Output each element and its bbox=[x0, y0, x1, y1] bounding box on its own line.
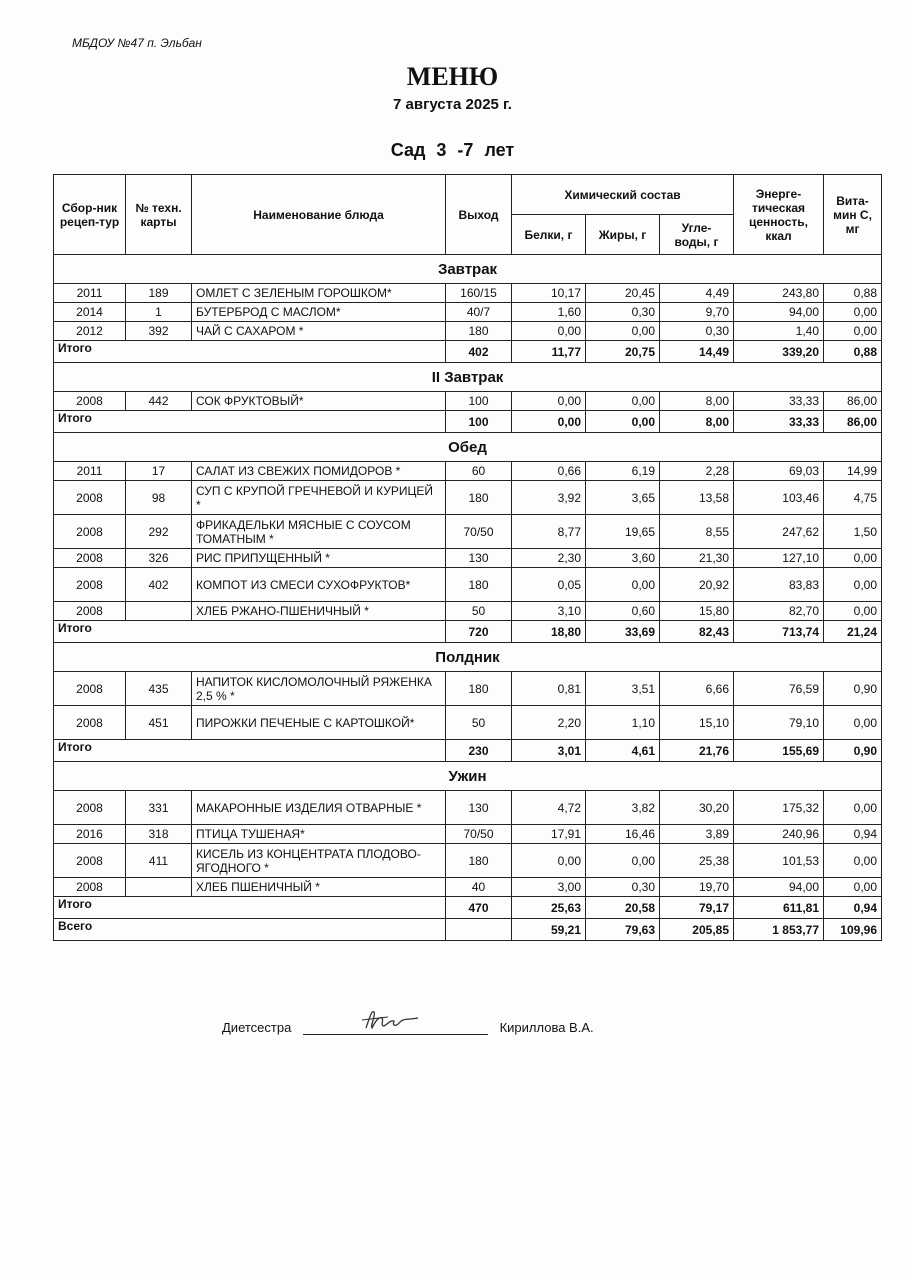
protein-cell: 3,10 bbox=[512, 602, 586, 621]
energy-cell: 82,70 bbox=[734, 602, 824, 621]
total-vitamin: 0,88 bbox=[824, 341, 882, 363]
protein-cell: 17,91 bbox=[512, 825, 586, 844]
dish-name-cell: РИС ПРИПУЩЕННЫЙ * bbox=[192, 549, 446, 568]
fat-cell: 20,45 bbox=[586, 284, 660, 303]
tech-card-cell: 435 bbox=[126, 672, 192, 706]
total-output: 100 bbox=[446, 411, 512, 433]
total-fat: 33,69 bbox=[586, 621, 660, 643]
fat-cell: 0,30 bbox=[586, 878, 660, 897]
energy-cell: 247,62 bbox=[734, 515, 824, 549]
energy-cell: 79,10 bbox=[734, 706, 824, 740]
output-cell: 40 bbox=[446, 878, 512, 897]
table-row bbox=[54, 462, 882, 481]
collection-cell: 2011 bbox=[54, 462, 126, 481]
protein-cell: 0,81 bbox=[512, 672, 586, 706]
col-header-fat: Жиры, г bbox=[586, 215, 660, 255]
dish-name-cell: САЛАТ ИЗ СВЕЖИХ ПОМИДОРОВ * bbox=[192, 462, 446, 481]
total-protein: 18,80 bbox=[512, 621, 586, 643]
grand-total-output bbox=[446, 919, 512, 941]
table-row bbox=[54, 284, 882, 303]
table-row bbox=[54, 568, 882, 602]
signature-name: Кириллова В.А. bbox=[499, 1020, 594, 1035]
table-row bbox=[54, 602, 882, 621]
table-row bbox=[54, 303, 882, 322]
col-header-tech-card: № техн. карты bbox=[126, 175, 192, 255]
total-carbs: 8,00 bbox=[660, 411, 734, 433]
fat-cell: 3,65 bbox=[586, 481, 660, 515]
grand-total-fat: 79,63 bbox=[586, 919, 660, 941]
total-carbs: 21,76 bbox=[660, 740, 734, 762]
energy-cell: 76,59 bbox=[734, 672, 824, 706]
output-cell: 100 bbox=[446, 392, 512, 411]
total-energy: 611,81 bbox=[734, 897, 824, 919]
total-carbs: 82,43 bbox=[660, 621, 734, 643]
table-row bbox=[54, 844, 882, 878]
table-row bbox=[54, 706, 882, 740]
col-header-energy: Энерге-тическая ценность, ккал bbox=[734, 175, 824, 255]
table-row bbox=[54, 392, 882, 411]
vitamin-cell: 0,00 bbox=[824, 844, 882, 878]
vitamin-cell: 0,00 bbox=[824, 549, 882, 568]
dish-name-cell: НАПИТОК КИСЛОМОЛОЧНЫЙ РЯЖЕНКА 2,5 % * bbox=[192, 672, 446, 706]
protein-cell: 0,00 bbox=[512, 392, 586, 411]
grand-total-row bbox=[54, 919, 882, 941]
total-output: 470 bbox=[446, 897, 512, 919]
protein-cell: 10,17 bbox=[512, 284, 586, 303]
carbs-cell: 3,89 bbox=[660, 825, 734, 844]
fat-cell: 1,10 bbox=[586, 706, 660, 740]
fat-cell: 0,00 bbox=[586, 844, 660, 878]
tech-card-cell: 411 bbox=[126, 844, 192, 878]
vitamin-cell: 4,75 bbox=[824, 481, 882, 515]
output-cell: 180 bbox=[446, 672, 512, 706]
energy-cell: 243,80 bbox=[734, 284, 824, 303]
tech-card-cell: 17 bbox=[126, 462, 192, 481]
collection-cell: 2016 bbox=[54, 825, 126, 844]
total-energy: 713,74 bbox=[734, 621, 824, 643]
dish-name-cell: СУП С КРУПОЙ ГРЕЧНЕВОЙ И КУРИЦЕЙ * bbox=[192, 481, 446, 515]
col-header-chem: Химический состав bbox=[512, 175, 734, 215]
meal-title: Ужин bbox=[54, 762, 882, 791]
tech-card-cell: 189 bbox=[126, 284, 192, 303]
table-row bbox=[54, 878, 882, 897]
total-protein: 25,63 bbox=[512, 897, 586, 919]
col-header-dish-name: Наименование блюда bbox=[192, 175, 446, 255]
output-cell: 180 bbox=[446, 568, 512, 602]
output-cell: 60 bbox=[446, 462, 512, 481]
carbs-cell: 15,80 bbox=[660, 602, 734, 621]
total-label: Итого bbox=[54, 740, 446, 762]
tech-card-cell: 442 bbox=[126, 392, 192, 411]
col-header-collection: Сбор-ник рецеп-тур bbox=[54, 175, 126, 255]
collection-cell: 2008 bbox=[54, 515, 126, 549]
meal-section-header bbox=[54, 433, 882, 462]
total-carbs: 14,49 bbox=[660, 341, 734, 363]
protein-cell: 2,30 bbox=[512, 549, 586, 568]
total-row bbox=[54, 411, 882, 433]
carbs-cell: 13,58 bbox=[660, 481, 734, 515]
tech-card-cell: 1 bbox=[126, 303, 192, 322]
output-cell: 50 bbox=[446, 602, 512, 621]
protein-cell: 3,00 bbox=[512, 878, 586, 897]
total-label: Итого bbox=[54, 411, 446, 433]
carbs-cell: 8,00 bbox=[660, 392, 734, 411]
menu-date: 7 августа 2025 г. bbox=[393, 96, 512, 113]
dish-name-cell: ЧАЙ С САХАРОМ * bbox=[192, 322, 446, 341]
dish-name-cell: СОК ФРУКТОВЫЙ* bbox=[192, 392, 446, 411]
fat-cell: 3,51 bbox=[586, 672, 660, 706]
handwritten-signature bbox=[358, 1006, 428, 1034]
grand-total-carbs: 205,85 bbox=[660, 919, 734, 941]
energy-cell: 240,96 bbox=[734, 825, 824, 844]
meal-title: Полдник bbox=[54, 643, 882, 672]
dish-name-cell: ХЛЕБ РЖАНО-ПШЕНИЧНЫЙ * bbox=[192, 602, 446, 621]
table-row bbox=[54, 791, 882, 825]
total-output: 402 bbox=[446, 341, 512, 363]
fat-cell: 0,00 bbox=[586, 568, 660, 602]
output-cell: 180 bbox=[446, 481, 512, 515]
collection-cell: 2008 bbox=[54, 392, 126, 411]
dish-name-cell: КОМПОТ ИЗ СМЕСИ СУХОФРУКТОВ* bbox=[192, 568, 446, 602]
signature-role: Диетсестра bbox=[222, 1020, 292, 1035]
fat-cell: 0,00 bbox=[586, 322, 660, 341]
total-protein: 11,77 bbox=[512, 341, 586, 363]
collection-cell: 2008 bbox=[54, 791, 126, 825]
dish-name-cell: БУТЕРБРОД С МАСЛОМ* bbox=[192, 303, 446, 322]
vitamin-cell: 86,00 bbox=[824, 392, 882, 411]
tech-card-cell: 392 bbox=[126, 322, 192, 341]
fat-cell: 0,30 bbox=[586, 303, 660, 322]
carbs-cell: 2,28 bbox=[660, 462, 734, 481]
dish-name-cell: ОМЛЕТ С ЗЕЛЕНЫМ ГОРОШКОМ* bbox=[192, 284, 446, 303]
grand-total-label: Всего bbox=[54, 919, 446, 941]
fat-cell: 19,65 bbox=[586, 515, 660, 549]
dish-name-cell: ФРИКАДЕЛЬКИ МЯСНЫЕ С СОУСОМ ТОМАТНЫМ * bbox=[192, 515, 446, 549]
signature-block bbox=[222, 1020, 594, 1035]
vitamin-cell: 1,50 bbox=[824, 515, 882, 549]
tech-card-cell: 318 bbox=[126, 825, 192, 844]
fat-cell: 6,19 bbox=[586, 462, 660, 481]
collection-cell: 2012 bbox=[54, 322, 126, 341]
table-row bbox=[54, 322, 882, 341]
protein-cell: 0,05 bbox=[512, 568, 586, 602]
table-row bbox=[54, 515, 882, 549]
output-cell: 160/15 bbox=[446, 284, 512, 303]
grand-total-vitamin: 109,96 bbox=[824, 919, 882, 941]
collection-cell: 2008 bbox=[54, 844, 126, 878]
grand-total-energy: 1 853,77 bbox=[734, 919, 824, 941]
energy-cell: 103,46 bbox=[734, 481, 824, 515]
output-cell: 70/50 bbox=[446, 825, 512, 844]
total-vitamin: 0,90 bbox=[824, 740, 882, 762]
vitamin-cell: 14,99 bbox=[824, 462, 882, 481]
tech-card-cell bbox=[126, 602, 192, 621]
vitamin-cell: 0,00 bbox=[824, 878, 882, 897]
total-label: Итого bbox=[54, 341, 446, 363]
protein-cell: 8,77 bbox=[512, 515, 586, 549]
dish-name-cell: ПИРОЖКИ ПЕЧЕНЫЕ С КАРТОШКОЙ* bbox=[192, 706, 446, 740]
dish-name-cell: ХЛЕБ ПШЕНИЧНЫЙ * bbox=[192, 878, 446, 897]
tech-card-cell: 451 bbox=[126, 706, 192, 740]
collection-cell: 2008 bbox=[54, 672, 126, 706]
tech-card-cell: 326 bbox=[126, 549, 192, 568]
total-fat: 0,00 bbox=[586, 411, 660, 433]
energy-cell: 94,00 bbox=[734, 303, 824, 322]
energy-cell: 94,00 bbox=[734, 878, 824, 897]
energy-cell: 101,53 bbox=[734, 844, 824, 878]
energy-cell: 69,03 bbox=[734, 462, 824, 481]
meal-title: Обед bbox=[54, 433, 882, 462]
table-row bbox=[54, 825, 882, 844]
total-row bbox=[54, 621, 882, 643]
page-title: МЕНЮ bbox=[406, 62, 499, 91]
total-fat: 4,61 bbox=[586, 740, 660, 762]
dish-name-cell: МАКАРОННЫЕ ИЗДЕЛИЯ ОТВАРНЫЕ * bbox=[192, 791, 446, 825]
carbs-cell: 20,92 bbox=[660, 568, 734, 602]
vitamin-cell: 0,00 bbox=[824, 303, 882, 322]
protein-cell: 2,20 bbox=[512, 706, 586, 740]
carbs-cell: 21,30 bbox=[660, 549, 734, 568]
output-cell: 180 bbox=[446, 844, 512, 878]
collection-cell: 2008 bbox=[54, 481, 126, 515]
collection-cell: 2014 bbox=[54, 303, 126, 322]
total-protein: 3,01 bbox=[512, 740, 586, 762]
col-header-carbs: Угле-воды, г bbox=[660, 215, 734, 255]
energy-cell: 175,32 bbox=[734, 791, 824, 825]
carbs-cell: 6,66 bbox=[660, 672, 734, 706]
protein-cell: 4,72 bbox=[512, 791, 586, 825]
collection-cell: 2008 bbox=[54, 549, 126, 568]
output-cell: 40/7 bbox=[446, 303, 512, 322]
carbs-cell: 0,30 bbox=[660, 322, 734, 341]
collection-cell: 2008 bbox=[54, 602, 126, 621]
meal-section-header bbox=[54, 762, 882, 791]
total-output: 720 bbox=[446, 621, 512, 643]
total-label: Итого bbox=[54, 621, 446, 643]
total-row bbox=[54, 341, 882, 363]
protein-cell: 0,00 bbox=[512, 322, 586, 341]
fat-cell: 0,60 bbox=[586, 602, 660, 621]
table-row bbox=[54, 672, 882, 706]
total-fat: 20,75 bbox=[586, 341, 660, 363]
vitamin-cell: 0,00 bbox=[824, 568, 882, 602]
tech-card-cell: 98 bbox=[126, 481, 192, 515]
collection-cell: 2011 bbox=[54, 284, 126, 303]
signature-line bbox=[303, 1020, 488, 1035]
organization-name: МБДОУ №47 п. Эльбан bbox=[72, 36, 202, 50]
grand-total-protein: 59,21 bbox=[512, 919, 586, 941]
output-cell: 70/50 bbox=[446, 515, 512, 549]
vitamin-cell: 0,90 bbox=[824, 672, 882, 706]
output-cell: 50 bbox=[446, 706, 512, 740]
fat-cell: 3,60 bbox=[586, 549, 660, 568]
tech-card-cell: 292 bbox=[126, 515, 192, 549]
vitamin-cell: 0,00 bbox=[824, 322, 882, 341]
carbs-cell: 19,70 bbox=[660, 878, 734, 897]
tech-card-cell: 331 bbox=[126, 791, 192, 825]
fat-cell: 16,46 bbox=[586, 825, 660, 844]
meal-section-header bbox=[54, 363, 882, 392]
carbs-cell: 15,10 bbox=[660, 706, 734, 740]
total-protein: 0,00 bbox=[512, 411, 586, 433]
fat-cell: 3,82 bbox=[586, 791, 660, 825]
total-vitamin: 21,24 bbox=[824, 621, 882, 643]
tech-card-cell: 402 bbox=[126, 568, 192, 602]
age-group: Сад 3 -7 лет bbox=[390, 140, 515, 160]
protein-cell: 3,92 bbox=[512, 481, 586, 515]
meal-section-header bbox=[54, 643, 882, 672]
protein-cell: 0,00 bbox=[512, 844, 586, 878]
fat-cell: 0,00 bbox=[586, 392, 660, 411]
carbs-cell: 30,20 bbox=[660, 791, 734, 825]
energy-cell: 83,83 bbox=[734, 568, 824, 602]
total-energy: 33,33 bbox=[734, 411, 824, 433]
carbs-cell: 8,55 bbox=[660, 515, 734, 549]
dish-name-cell: ПТИЦА ТУШЕНАЯ* bbox=[192, 825, 446, 844]
collection-cell: 2008 bbox=[54, 878, 126, 897]
total-row bbox=[54, 897, 882, 919]
carbs-cell: 4,49 bbox=[660, 284, 734, 303]
collection-cell: 2008 bbox=[54, 706, 126, 740]
carbs-cell: 9,70 bbox=[660, 303, 734, 322]
menu-table bbox=[53, 174, 882, 941]
total-energy: 339,20 bbox=[734, 341, 824, 363]
total-carbs: 79,17 bbox=[660, 897, 734, 919]
total-fat: 20,58 bbox=[586, 897, 660, 919]
vitamin-cell: 0,94 bbox=[824, 825, 882, 844]
total-row bbox=[54, 740, 882, 762]
total-label: Итого bbox=[54, 897, 446, 919]
carbs-cell: 25,38 bbox=[660, 844, 734, 878]
col-header-output: Выход bbox=[446, 175, 512, 255]
output-cell: 130 bbox=[446, 549, 512, 568]
vitamin-cell: 0,00 bbox=[824, 602, 882, 621]
table-row bbox=[54, 481, 882, 515]
meal-title: II Завтрак bbox=[54, 363, 882, 392]
vitamin-cell: 0,88 bbox=[824, 284, 882, 303]
meal-title: Завтрак bbox=[54, 255, 882, 284]
total-vitamin: 86,00 bbox=[824, 411, 882, 433]
vitamin-cell: 0,00 bbox=[824, 706, 882, 740]
col-header-vitamin: Вита-мин С, мг bbox=[824, 175, 882, 255]
table-row bbox=[54, 549, 882, 568]
output-cell: 180 bbox=[446, 322, 512, 341]
energy-cell: 127,10 bbox=[734, 549, 824, 568]
output-cell: 130 bbox=[446, 791, 512, 825]
energy-cell: 33,33 bbox=[734, 392, 824, 411]
protein-cell: 0,66 bbox=[512, 462, 586, 481]
col-header-protein: Белки, г bbox=[512, 215, 586, 255]
protein-cell: 1,60 bbox=[512, 303, 586, 322]
energy-cell: 1,40 bbox=[734, 322, 824, 341]
collection-cell: 2008 bbox=[54, 568, 126, 602]
dish-name-cell: КИСЕЛЬ ИЗ КОНЦЕНТРАТА ПЛОДОВО-ЯГОДНОГО * bbox=[192, 844, 446, 878]
total-vitamin: 0,94 bbox=[824, 897, 882, 919]
total-energy: 155,69 bbox=[734, 740, 824, 762]
tech-card-cell bbox=[126, 878, 192, 897]
meal-section-header bbox=[54, 255, 882, 284]
vitamin-cell: 0,00 bbox=[824, 791, 882, 825]
total-output: 230 bbox=[446, 740, 512, 762]
